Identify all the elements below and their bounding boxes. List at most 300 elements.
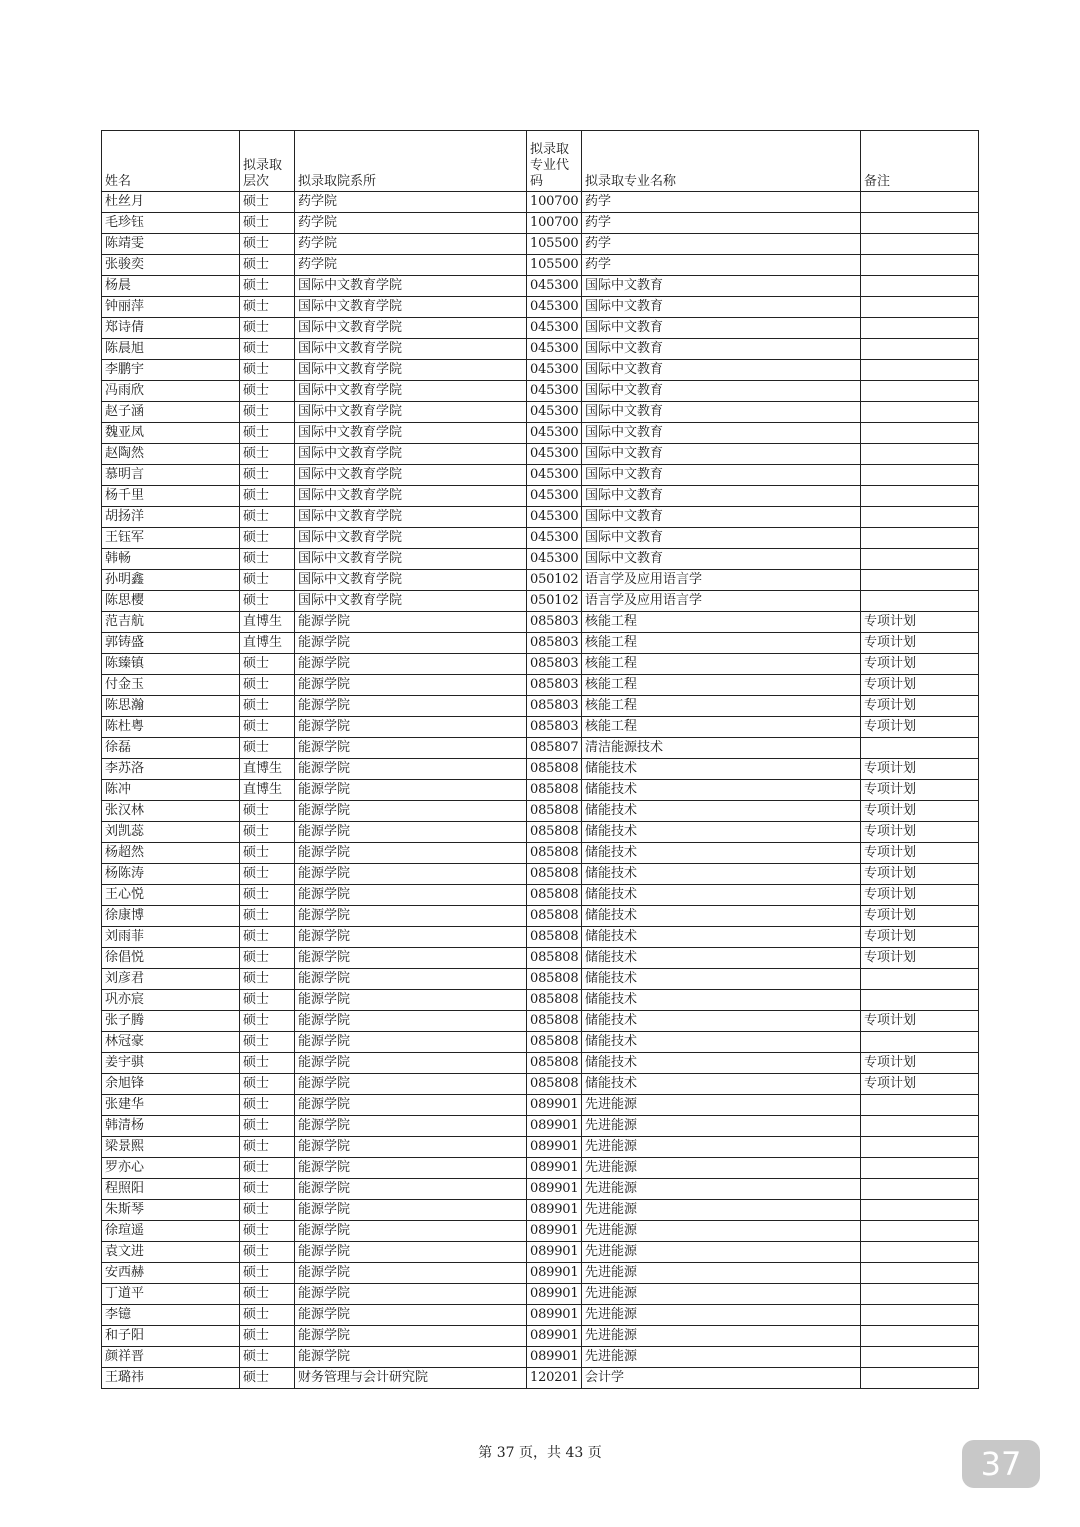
cell-level: 硕士 — [240, 255, 295, 276]
cell-major: 先进能源 — [582, 1200, 861, 1221]
cell-code: 085803 — [527, 717, 582, 738]
cell-level: 硕士 — [240, 1179, 295, 1200]
cell-name: 赵子涵 — [102, 402, 240, 423]
cell-name: 范吉航 — [102, 612, 240, 633]
cell-code: 085808 — [527, 927, 582, 948]
cell-dept: 能源学院 — [295, 696, 527, 717]
cell-major: 国际中文教育 — [582, 402, 861, 423]
cell-level: 硕士 — [240, 717, 295, 738]
cell-code: 045300 — [527, 528, 582, 549]
cell-name: 张子腾 — [102, 1011, 240, 1032]
cell-note — [861, 570, 979, 591]
cell-name: 刘凯蕊 — [102, 822, 240, 843]
cell-level: 硕士 — [240, 1200, 295, 1221]
cell-dept: 能源学院 — [295, 906, 527, 927]
cell-dept: 能源学院 — [295, 801, 527, 822]
cell-level: 硕士 — [240, 1263, 295, 1284]
cell-major: 先进能源 — [582, 1284, 861, 1305]
cell-note — [861, 1179, 979, 1200]
cell-dept: 国际中文教育学院 — [295, 465, 527, 486]
cell-level: 硕士 — [240, 1011, 295, 1032]
cell-level: 硕士 — [240, 906, 295, 927]
cell-major: 先进能源 — [582, 1221, 861, 1242]
header-level: 拟录取层次 — [240, 131, 295, 192]
cell-level: 硕士 — [240, 1137, 295, 1158]
cell-note — [861, 1368, 979, 1389]
cell-level: 硕士 — [240, 822, 295, 843]
cell-code: 085808 — [527, 822, 582, 843]
cell-note — [861, 234, 979, 255]
cell-note — [861, 339, 979, 360]
cell-name: 朱斯琴 — [102, 1200, 240, 1221]
cell-code: 045300 — [527, 402, 582, 423]
cell-dept: 国际中文教育学院 — [295, 423, 527, 444]
cell-dept: 能源学院 — [295, 1284, 527, 1305]
cell-code: 085808 — [527, 864, 582, 885]
cell-major: 先进能源 — [582, 1305, 861, 1326]
cell-level: 直博生 — [240, 633, 295, 654]
cell-note — [861, 1284, 979, 1305]
cell-name: 巩亦宸 — [102, 990, 240, 1011]
cell-dept: 能源学院 — [295, 1263, 527, 1284]
cell-name: 陈晨旭 — [102, 339, 240, 360]
cell-code: 089901 — [527, 1116, 582, 1137]
cell-note — [861, 1347, 979, 1368]
cell-level: 硕士 — [240, 843, 295, 864]
cell-name: 陈思瀚 — [102, 696, 240, 717]
table-row — [102, 1158, 979, 1179]
cell-level: 直博生 — [240, 759, 295, 780]
cell-name: 杜丝月 — [102, 192, 240, 213]
cell-level: 硕士 — [240, 213, 295, 234]
cell-dept: 能源学院 — [295, 1221, 527, 1242]
cell-code: 085808 — [527, 969, 582, 990]
cell-note — [861, 969, 979, 990]
table-row — [102, 213, 979, 234]
cell-major: 先进能源 — [582, 1179, 861, 1200]
cell-major: 国际中文教育 — [582, 339, 861, 360]
table-header-row — [102, 131, 979, 192]
cell-dept: 能源学院 — [295, 780, 527, 801]
cell-name: 陈杜粤 — [102, 717, 240, 738]
cell-code: 045300 — [527, 381, 582, 402]
table-row — [102, 276, 979, 297]
cell-dept: 能源学院 — [295, 1116, 527, 1137]
cell-note — [861, 444, 979, 465]
table-row — [102, 234, 979, 255]
cell-dept: 能源学院 — [295, 1179, 527, 1200]
cell-code: 100700 — [527, 192, 582, 213]
cell-note: 专项计划 — [861, 906, 979, 927]
table-row — [102, 339, 979, 360]
cell-code: 085808 — [527, 759, 582, 780]
cell-major: 清洁能源技术 — [582, 738, 861, 759]
cell-note: 专项计划 — [861, 1011, 979, 1032]
cell-level: 硕士 — [240, 654, 295, 675]
cell-dept: 能源学院 — [295, 969, 527, 990]
table-row — [102, 1095, 979, 1116]
cell-code: 085808 — [527, 906, 582, 927]
cell-dept: 国际中文教育学院 — [295, 486, 527, 507]
cell-name: 梁景熙 — [102, 1137, 240, 1158]
cell-level: 硕士 — [240, 276, 295, 297]
cell-dept: 能源学院 — [295, 1137, 527, 1158]
table-row — [102, 255, 979, 276]
cell-code: 089901 — [527, 1263, 582, 1284]
cell-major: 会计学 — [582, 1368, 861, 1389]
cell-note: 专项计划 — [861, 927, 979, 948]
cell-note — [861, 1242, 979, 1263]
table-row — [102, 969, 979, 990]
cell-code: 089901 — [527, 1326, 582, 1347]
cell-major: 国际中文教育 — [582, 297, 861, 318]
cell-level: 硕士 — [240, 990, 295, 1011]
cell-code: 045300 — [527, 507, 582, 528]
table-row — [102, 717, 979, 738]
cell-major: 储能技术 — [582, 843, 861, 864]
cell-level: 硕士 — [240, 402, 295, 423]
cell-note — [861, 1305, 979, 1326]
cell-dept: 国际中文教育学院 — [295, 276, 527, 297]
cell-dept: 能源学院 — [295, 717, 527, 738]
table-row — [102, 1074, 979, 1095]
table-row — [102, 780, 979, 801]
cell-name: 付金玉 — [102, 675, 240, 696]
cell-dept: 能源学院 — [295, 759, 527, 780]
cell-level: 硕士 — [240, 318, 295, 339]
cell-note — [861, 738, 979, 759]
table-row — [102, 444, 979, 465]
cell-dept: 能源学院 — [295, 1326, 527, 1347]
cell-code: 085803 — [527, 654, 582, 675]
cell-name: 徐倡悦 — [102, 948, 240, 969]
cell-name: 王钰军 — [102, 528, 240, 549]
cell-name: 郑诗倩 — [102, 318, 240, 339]
cell-code: 045300 — [527, 423, 582, 444]
cell-dept: 国际中文教育学院 — [295, 402, 527, 423]
cell-major: 药学 — [582, 255, 861, 276]
cell-name: 冯雨欣 — [102, 381, 240, 402]
cell-code: 089901 — [527, 1284, 582, 1305]
cell-dept: 药学院 — [295, 234, 527, 255]
cell-code: 085808 — [527, 780, 582, 801]
cell-level: 硕士 — [240, 1116, 295, 1137]
cell-dept: 国际中文教育学院 — [295, 528, 527, 549]
cell-level: 硕士 — [240, 675, 295, 696]
cell-code: 050102 — [527, 591, 582, 612]
cell-note: 专项计划 — [861, 843, 979, 864]
table-row — [102, 906, 979, 927]
cell-dept: 药学院 — [295, 192, 527, 213]
cell-major: 核能工程 — [582, 633, 861, 654]
cell-note — [861, 1263, 979, 1284]
cell-name: 陈臻镇 — [102, 654, 240, 675]
cell-major: 储能技术 — [582, 927, 861, 948]
table-row — [102, 864, 979, 885]
cell-dept: 国际中文教育学院 — [295, 318, 527, 339]
cell-level: 硕士 — [240, 1221, 295, 1242]
cell-code: 085808 — [527, 1074, 582, 1095]
cell-dept: 能源学院 — [295, 885, 527, 906]
cell-level: 硕士 — [240, 1074, 295, 1095]
cell-code: 085803 — [527, 675, 582, 696]
cell-code: 085808 — [527, 948, 582, 969]
cell-major: 储能技术 — [582, 822, 861, 843]
cell-major: 核能工程 — [582, 675, 861, 696]
cell-code: 045300 — [527, 360, 582, 381]
cell-code: 089901 — [527, 1158, 582, 1179]
cell-note — [861, 255, 979, 276]
cell-major: 先进能源 — [582, 1095, 861, 1116]
cell-dept: 能源学院 — [295, 1095, 527, 1116]
cell-code: 045300 — [527, 318, 582, 339]
table-row — [102, 528, 979, 549]
cell-note: 专项计划 — [861, 654, 979, 675]
cell-dept: 国际中文教育学院 — [295, 381, 527, 402]
cell-major: 先进能源 — [582, 1263, 861, 1284]
cell-level: 硕士 — [240, 1305, 295, 1326]
table-row — [102, 570, 979, 591]
cell-note: 专项计划 — [861, 948, 979, 969]
cell-note — [861, 1095, 979, 1116]
table-row — [102, 675, 979, 696]
table-row — [102, 1368, 979, 1389]
cell-level: 硕士 — [240, 1368, 295, 1389]
table-row — [102, 1137, 979, 1158]
cell-name: 程照阳 — [102, 1179, 240, 1200]
cell-note — [861, 465, 979, 486]
cell-code: 085803 — [527, 696, 582, 717]
cell-level: 硕士 — [240, 570, 295, 591]
cell-major: 核能工程 — [582, 717, 861, 738]
cell-major: 先进能源 — [582, 1158, 861, 1179]
cell-code: 085808 — [527, 885, 582, 906]
cell-note: 专项计划 — [861, 717, 979, 738]
cell-level: 直博生 — [240, 780, 295, 801]
cell-major: 国际中文教育 — [582, 360, 861, 381]
header-code: 拟录取专业代码 — [527, 131, 582, 192]
cell-major: 先进能源 — [582, 1242, 861, 1263]
cell-dept: 国际中文教育学院 — [295, 297, 527, 318]
cell-name: 李苏洛 — [102, 759, 240, 780]
cell-level: 直博生 — [240, 612, 295, 633]
cell-code: 105500 — [527, 234, 582, 255]
cell-name: 陈思樱 — [102, 591, 240, 612]
cell-name: 和子阳 — [102, 1326, 240, 1347]
cell-name: 魏亚凤 — [102, 423, 240, 444]
table-row — [102, 1347, 979, 1368]
cell-name: 罗亦心 — [102, 1158, 240, 1179]
table-row — [102, 1116, 979, 1137]
cell-major: 药学 — [582, 213, 861, 234]
cell-note: 专项计划 — [861, 612, 979, 633]
cell-name: 安西赫 — [102, 1263, 240, 1284]
cell-name: 王心悦 — [102, 885, 240, 906]
table-row — [102, 1053, 979, 1074]
cell-level: 硕士 — [240, 927, 295, 948]
cell-dept: 能源学院 — [295, 990, 527, 1011]
cell-name: 杨超然 — [102, 843, 240, 864]
table-row — [102, 927, 979, 948]
cell-level: 硕士 — [240, 969, 295, 990]
cell-code: 050102 — [527, 570, 582, 591]
cell-level: 硕士 — [240, 507, 295, 528]
table-row — [102, 1305, 979, 1326]
cell-name: 杨千里 — [102, 486, 240, 507]
table-row — [102, 612, 979, 633]
cell-level: 硕士 — [240, 360, 295, 381]
cell-level: 硕士 — [240, 381, 295, 402]
cell-name: 徐瑄遥 — [102, 1221, 240, 1242]
cell-major: 国际中文教育 — [582, 507, 861, 528]
cell-code: 045300 — [527, 339, 582, 360]
cell-dept: 能源学院 — [295, 1074, 527, 1095]
cell-name: 徐磊 — [102, 738, 240, 759]
cell-name: 张建华 — [102, 1095, 240, 1116]
cell-level: 硕士 — [240, 1053, 295, 1074]
cell-note — [861, 276, 979, 297]
cell-dept: 能源学院 — [295, 948, 527, 969]
cell-major: 核能工程 — [582, 696, 861, 717]
cell-name: 徐康博 — [102, 906, 240, 927]
cell-note — [861, 990, 979, 1011]
table-row — [102, 654, 979, 675]
table-body — [102, 192, 979, 1389]
cell-name: 李镱 — [102, 1305, 240, 1326]
cell-note: 专项计划 — [861, 696, 979, 717]
cell-code: 085808 — [527, 1053, 582, 1074]
cell-note: 专项计划 — [861, 822, 979, 843]
cell-note — [861, 360, 979, 381]
cell-note — [861, 507, 979, 528]
table-row — [102, 696, 979, 717]
cell-major: 国际中文教育 — [582, 276, 861, 297]
table-row — [102, 738, 979, 759]
cell-major: 储能技术 — [582, 1053, 861, 1074]
cell-level: 硕士 — [240, 297, 295, 318]
cell-major: 国际中文教育 — [582, 549, 861, 570]
cell-name: 钟丽萍 — [102, 297, 240, 318]
cell-major: 储能技术 — [582, 1074, 861, 1095]
cell-level: 硕士 — [240, 1284, 295, 1305]
header-major: 拟录取专业名称 — [582, 131, 861, 192]
cell-major: 先进能源 — [582, 1137, 861, 1158]
cell-code: 085808 — [527, 801, 582, 822]
cell-code: 085808 — [527, 1032, 582, 1053]
cell-note — [861, 1137, 979, 1158]
cell-name: 刘雨菲 — [102, 927, 240, 948]
cell-level: 硕士 — [240, 1347, 295, 1368]
cell-dept: 国际中文教育学院 — [295, 360, 527, 381]
table-row — [102, 1263, 979, 1284]
cell-level: 硕士 — [240, 192, 295, 213]
cell-dept: 能源学院 — [295, 654, 527, 675]
table-row — [102, 633, 979, 654]
header-dept: 拟录取院系所 — [295, 131, 527, 192]
cell-note — [861, 1158, 979, 1179]
cell-level: 硕士 — [240, 696, 295, 717]
cell-code: 045300 — [527, 486, 582, 507]
cell-note — [861, 423, 979, 444]
cell-dept: 国际中文教育学院 — [295, 444, 527, 465]
cell-name: 韩畅 — [102, 549, 240, 570]
cell-level: 硕士 — [240, 1158, 295, 1179]
table-row — [102, 1326, 979, 1347]
cell-level: 硕士 — [240, 423, 295, 444]
cell-major: 储能技术 — [582, 759, 861, 780]
cell-name: 余旭锋 — [102, 1074, 240, 1095]
table-row — [102, 1242, 979, 1263]
cell-note — [861, 213, 979, 234]
cell-dept: 能源学院 — [295, 1032, 527, 1053]
table-row — [102, 360, 979, 381]
cell-dept: 国际中文教育学院 — [295, 507, 527, 528]
cell-level: 硕士 — [240, 1095, 295, 1116]
cell-name: 刘彦君 — [102, 969, 240, 990]
cell-major: 储能技术 — [582, 780, 861, 801]
cell-code: 089901 — [527, 1347, 582, 1368]
header-name: 姓名 — [102, 131, 240, 192]
cell-code: 085808 — [527, 1011, 582, 1032]
cell-code: 089901 — [527, 1179, 582, 1200]
cell-name: 陈冲 — [102, 780, 240, 801]
cell-name: 孙明鑫 — [102, 570, 240, 591]
cell-dept: 能源学院 — [295, 633, 527, 654]
cell-major: 储能技术 — [582, 906, 861, 927]
cell-code: 045300 — [527, 549, 582, 570]
cell-dept: 能源学院 — [295, 927, 527, 948]
cell-code: 085807 — [527, 738, 582, 759]
cell-level: 硕士 — [240, 234, 295, 255]
cell-note: 专项计划 — [861, 1053, 979, 1074]
cell-note — [861, 528, 979, 549]
cell-dept: 国际中文教育学院 — [295, 570, 527, 591]
cell-dept: 能源学院 — [295, 843, 527, 864]
cell-major: 储能技术 — [582, 885, 861, 906]
table-row — [102, 1284, 979, 1305]
cell-major: 国际中文教育 — [582, 318, 861, 339]
cell-note — [861, 381, 979, 402]
cell-major: 核能工程 — [582, 612, 861, 633]
cell-code: 105500 — [527, 255, 582, 276]
cell-note — [861, 1116, 979, 1137]
cell-note — [861, 549, 979, 570]
cell-dept: 能源学院 — [295, 1305, 527, 1326]
cell-dept: 能源学院 — [295, 864, 527, 885]
cell-major: 国际中文教育 — [582, 486, 861, 507]
table-row — [102, 759, 979, 780]
cell-name: 杨陈涛 — [102, 864, 240, 885]
cell-name: 李鹏宇 — [102, 360, 240, 381]
cell-name: 丁道平 — [102, 1284, 240, 1305]
cell-major: 国际中文教育 — [582, 381, 861, 402]
cell-code: 089901 — [527, 1221, 582, 1242]
cell-major: 储能技术 — [582, 864, 861, 885]
cell-name: 胡扬洋 — [102, 507, 240, 528]
cell-note: 专项计划 — [861, 1074, 979, 1095]
cell-level: 硕士 — [240, 1242, 295, 1263]
cell-note — [861, 318, 979, 339]
cell-name: 张汉林 — [102, 801, 240, 822]
table-row — [102, 402, 979, 423]
cell-major: 储能技术 — [582, 801, 861, 822]
table-row — [102, 549, 979, 570]
cell-note — [861, 402, 979, 423]
cell-note — [861, 1326, 979, 1347]
table-row — [102, 423, 979, 444]
cell-code: 085808 — [527, 990, 582, 1011]
cell-dept: 国际中文教育学院 — [295, 591, 527, 612]
